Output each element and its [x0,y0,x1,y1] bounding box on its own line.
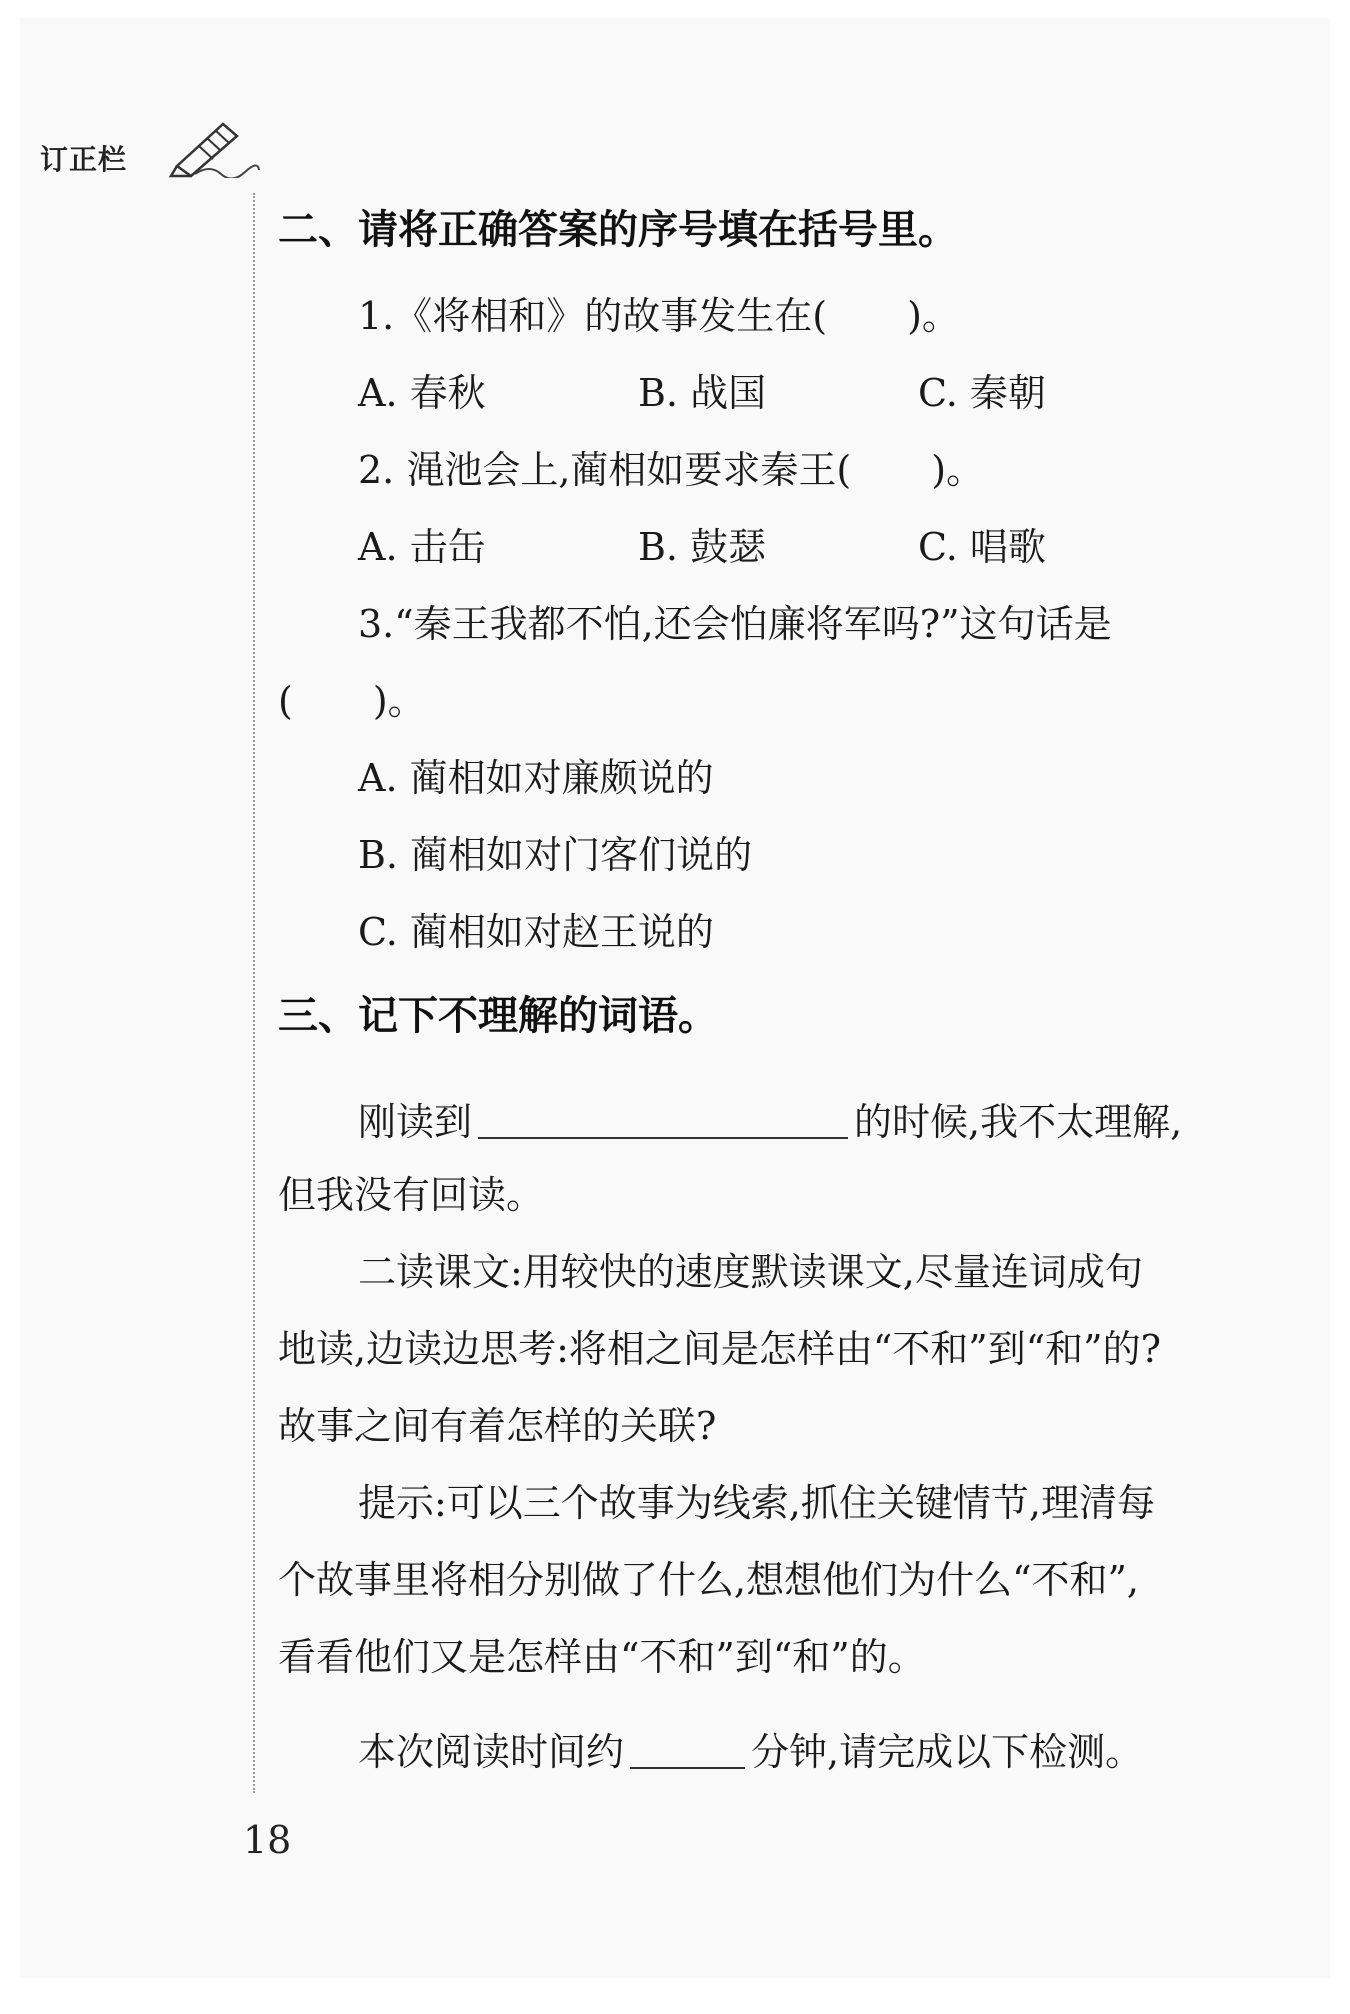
hint-line-1: 提示:可以三个故事为线索,抓住关键情节,理清每 [358,1481,1155,1525]
unclear-word-blank[interactable] [478,1097,848,1139]
unclear-word-suffix: 的时候,我不太理解, [854,1100,1183,1144]
question-1-option-a: A. 春秋 [358,371,486,415]
reading-time-prefix: 本次阅读时间约 [358,1730,625,1774]
question-2 [278,439,1248,494]
question-3-option-c: C. 蔺相如对赵王说的 [358,910,714,954]
unclear-word-prefix: 刚读到 [358,1100,473,1144]
reading-instruction-line-2: 地读,边读边思考:将相之间是怎样由“不和”到“和”的? [278,1327,1161,1371]
section-2-title: 二、请将正确答案的序号填在括号里。 [278,207,958,253]
question-3-open: ( [278,679,293,723]
question-1 [278,285,1248,340]
pencil-icon [165,118,260,178]
question-3-option-b: B. 蔺相如对门客们说的 [358,833,753,877]
question-1-option-b: B. 战国 [638,371,767,415]
reading-instruction-line-1: 二读课文:用较快的速度默读课文,尽量连词成句 [358,1250,1143,1294]
reading-time-line [278,1721,1248,1776]
unclear-word-line [278,1091,1248,1146]
reading-time-blank[interactable] [630,1727,745,1769]
question-2-option-c: C. 唱歌 [918,525,1046,569]
question-3-close: )。 [372,679,426,723]
question-3-option-a: A. 蔺相如对廉颇说的 [358,756,714,800]
section-3-title: 三、记下不理解的词语。 [278,993,718,1039]
hint-line-3: 看看他们又是怎样由“不和”到“和”的。 [278,1635,926,1679]
page-content [278,198,1248,1776]
margin-dotted-divider [253,193,255,1793]
page-number: 18 [243,1818,292,1862]
correction-column-label: 订正栏 [40,143,128,176]
unclear-word-line-2: 但我没有回读。 [278,1173,545,1217]
reading-time-suffix: 分钟,请完成以下检测。 [751,1730,1144,1774]
question-2-close: )。 [931,448,985,492]
question-2-text: 2. 渑池会上,蔺相如要求秦王( [358,448,852,492]
question-2-options [278,516,1248,571]
question-1-close: )。 [907,294,960,338]
question-1-option-c: C. 秦朝 [918,371,1046,415]
question-3-line-1: 3.“秦王我都不怕,还会怕廉将军吗?”这句话是 [358,602,1112,646]
reading-instruction-line-3: 故事之间有着怎样的关联? [278,1404,717,1448]
hint-line-2: 个故事里将相分别做了什么,想想他们为什么“不和”, [278,1558,1140,1602]
workbook-page [20,18,1330,1978]
question-2-option-b: B. 鼓瑟 [638,525,767,569]
question-1-options [278,362,1248,417]
question-3-line-2 [278,670,1248,725]
question-1-text: 1.《将相和》的故事发生在( [358,294,828,338]
question-2-option-a: A. 击缶 [358,525,486,569]
